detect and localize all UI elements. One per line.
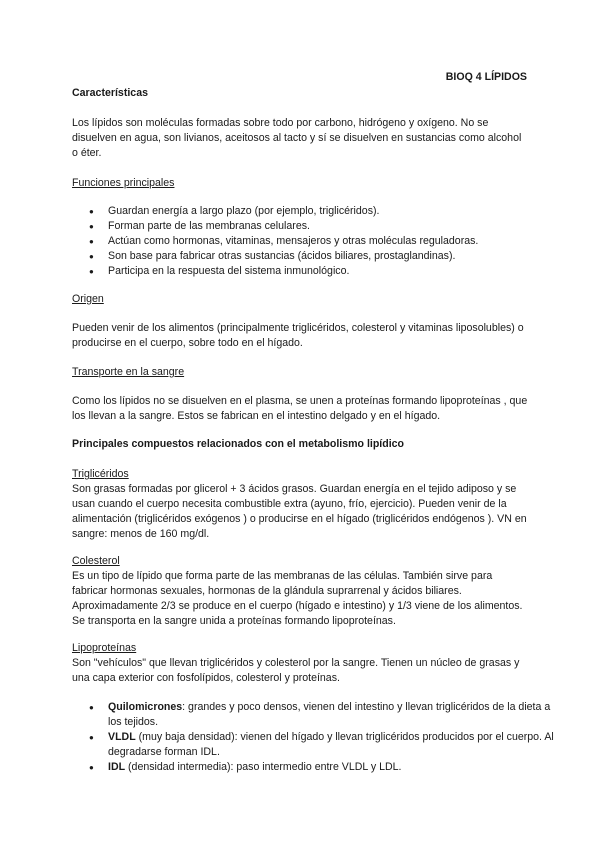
desc-vldl: (muy baja densidad): vienen del hígado y llevan triglicéridos producidos por el cuerpo. Al degradarse forman IDL. [108, 731, 554, 758]
term-vldl: VLDL [108, 731, 136, 743]
list-item [108, 700, 564, 730]
list-item: ● Actúan como hormonas, vitaminas, mensajeros y otras moléculas reguladoras. [108, 234, 564, 249]
paragraph-caracteristicas: Los lípidos son moléculas formadas sobre todo por carbono, hidrógeno y oxígeno. No se disuelven en agua, son livianos, aceitosos al tacto y sí se disuelven en sustancias como alcohol o éter. [72, 117, 522, 159]
paragraph-transporte: Como los lípidos no se disuelven en el plasma, se unen a proteínas formando lipoproteínas , que los llevan a la sangre. Estos se fabrican en el intestino delgado y en el hígado. [72, 395, 528, 422]
paragraph-trigliceridos: Son grasas formadas por glicerol + 3 ácidos grasos. Guardan energía en el tejido adiposo y se usan cuando el cuerpo necesita combustible extra (ayuno, frío, ejercicio). Pueden venir de la alimentación (triglicéridos exógenos ) o producirse en el hígado (triglicéridos endógenos ). VN en sangre: menos de 160 mg/dl. [72, 483, 527, 540]
paragraph-lipoproteinas: Son "vehículos" que llevan triglicéridos y colesterol por la sangre. Tienen un núcleo de grasas y una capa exterior con fosfolípidos, colesterol y proteínas. [72, 657, 520, 684]
heading-lipoproteinas: Lipoproteínas [72, 642, 137, 654]
list-funciones [72, 204, 564, 279]
term-idl: IDL [108, 761, 126, 773]
list-item: ● Guardan energía a largo plazo (por ejemplo, triglicéridos). [108, 204, 564, 219]
list-item: ● Participa en la respuesta del sistema inmunológico. [108, 264, 564, 279]
heading-origen: Origen [72, 293, 104, 305]
desc-quilomicrones: : grandes y poco densos, vienen del intestino y llevan triglicéridos de la dieta a los tejidos. [108, 701, 551, 728]
list-item: ● Son base para fabricar otras sustancias (ácidos biliares, prostaglandinas). [108, 249, 564, 264]
heading-compuestos: Principales compuestos relacionados con el metabolismo lipídico [72, 438, 405, 450]
heading-caracteristicas: Características [72, 87, 148, 99]
document-title: BIOQ 4 LÍPIDOS [445, 71, 527, 83]
heading-colesterol: Colesterol [72, 555, 120, 567]
list-item: ● Forman parte de las membranas celulares. [108, 219, 564, 234]
heading-transporte: Transporte en la sangre [72, 366, 185, 378]
paragraph-colesterol: Es un tipo de lípido que forma parte de las membranas de las células. También sirve para fabricar hormonas sexuales, hormonas de la glándula suprarrenal y ácidos biliares. Aproximadamente 2/3 se produce en el cuerpo (hígado e intestino) y 1/3 viene de los alimentos. Se transporta en la sangre unida a proteínas formando lipoproteínas. [72, 570, 523, 627]
list-lipoproteinas [72, 700, 564, 775]
paragraph-origen: Pueden venir de los alimentos (principalmente triglicéridos, colesterol y vitaminas liposolubles) o producirse en el cuerpo, sobre todo en el hígado. [72, 322, 524, 349]
heading-funciones: Funciones principales [72, 177, 175, 189]
term-quilomicrones: Quilomicrones [108, 701, 183, 713]
heading-trigliceridos: Triglicéridos [72, 468, 129, 480]
desc-idl: (densidad intermedia): paso intermedio entre VLDL y LDL. [125, 761, 402, 773]
list-item [108, 760, 564, 775]
list-item [108, 730, 564, 760]
